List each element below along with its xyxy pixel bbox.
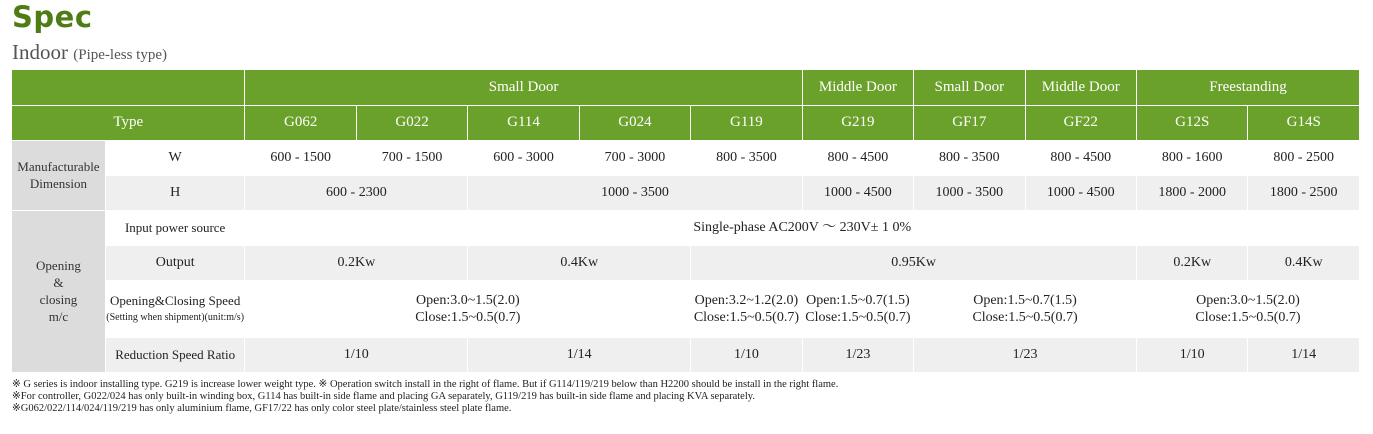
ratio-label: Reduction Speed Ratio (105, 337, 245, 372)
w-value: 800 - 3500 (691, 140, 802, 175)
speed-value (691, 280, 802, 337)
input-power-label: Input power source (105, 210, 245, 245)
h-value: 1000 - 3500 (468, 175, 802, 210)
spec-table (12, 70, 1360, 373)
dimension-label-line2: Dimension (29, 176, 87, 191)
page-title: Spec (12, 0, 93, 34)
dimension-label-line1: Manufacturable (17, 159, 100, 174)
page-subtitle (12, 40, 167, 67)
table-row-h (12, 175, 1360, 210)
header-group-row (12, 70, 1360, 105)
ratio-value: 1/10 (691, 337, 802, 372)
model-g062: G062 (245, 105, 356, 140)
speed-close: Close:1.5~0.5(0.7) (1195, 309, 1301, 325)
speed-close: Close:1.5~0.5(0.7) (972, 309, 1078, 325)
w-value: 800 - 2500 (1248, 140, 1360, 175)
output-label: Output (105, 245, 245, 280)
speed-open: Open:3.2~1.2(2.0) (694, 292, 799, 308)
opening-label-line4: m/c (48, 309, 69, 324)
speed-close: Close:1.5~0.5(0.7) (415, 309, 521, 325)
subtitle-main: Indoor (12, 40, 68, 64)
w-value: 800 - 3500 (914, 140, 1025, 175)
speed-value (802, 280, 913, 337)
table-row-input-power (12, 210, 1360, 245)
model-g024: G024 (579, 105, 690, 140)
w-value: 600 - 1500 (245, 140, 356, 175)
w-value: 800 - 4500 (802, 140, 913, 175)
h-value: 1000 - 4500 (1025, 175, 1136, 210)
opening-label-line3: closing (39, 292, 78, 307)
ratio-value: 1/14 (1248, 337, 1360, 372)
header-group-small-door-1: Small Door (245, 70, 802, 105)
w-value: 700 - 1500 (356, 140, 467, 175)
model-g12s: G12S (1136, 105, 1247, 140)
model-gf17: GF17 (914, 105, 1025, 140)
speed-label (105, 280, 245, 337)
model-g219: G219 (802, 105, 913, 140)
speed-value (1136, 280, 1359, 337)
speed-label-sub: (Setting when shipment)(unit:m/s) (106, 311, 245, 323)
h-value: 1000 - 4500 (802, 175, 913, 210)
note-line: ※G062/022/114/024/119/219 has only aluminium flame, GF17/22 has only color steel plate/stainless steel plate flame. (12, 403, 512, 414)
header-group-middle-door-1: Middle Door (802, 70, 913, 105)
model-g022: G022 (356, 105, 467, 140)
footer-notes (12, 379, 1362, 415)
header-group-middle-door-2: Middle Door (1025, 70, 1136, 105)
speed-open: Open:1.5~0.7(1.5) (973, 292, 1077, 308)
header-group-freestanding: Freestanding (1136, 70, 1359, 105)
speed-value (245, 280, 691, 337)
w-label: W (105, 140, 245, 175)
speed-open: Open:3.0~1.5(2.0) (1196, 292, 1300, 308)
output-value: 0.4Kw (1248, 245, 1360, 280)
ratio-value: 1/23 (802, 337, 913, 372)
table-row-w (12, 140, 1360, 175)
h-value: 600 - 2300 (245, 175, 468, 210)
output-value: 0.2Kw (1136, 245, 1247, 280)
model-g14s: G14S (1248, 105, 1360, 140)
opening-label-line2: & (53, 275, 64, 290)
opening-label-line1: Opening (36, 258, 81, 273)
w-value: 700 - 3000 (579, 140, 690, 175)
speed-open: Open:1.5~0.7(1.5) (806, 292, 910, 308)
h-value: 1000 - 3500 (914, 175, 1025, 210)
table-row-speed (12, 280, 1360, 337)
speed-open: Open:3.0~1.5(2.0) (416, 292, 520, 308)
speed-label-main: Opening&Closing Speed (109, 292, 241, 308)
type-label: Type (12, 105, 245, 140)
dimension-label (12, 140, 105, 210)
h-value: 1800 - 2500 (1248, 175, 1360, 210)
input-power-value: Single-phase AC200V ～ 230V± 1 0% (245, 210, 1360, 245)
ratio-value: 1/10 (1136, 337, 1247, 372)
ratio-value: 1/10 (245, 337, 468, 372)
ratio-value: 1/23 (914, 337, 1137, 372)
model-g119: G119 (691, 105, 802, 140)
speed-close: Close:1.5~0.5(0.7) (693, 309, 800, 325)
note-line: ※ G series is indoor installing type. G219 is increase lower weight type. ※ Operation switch install in the right of flame. But if G114/119/219 below than H2200 should be install in the right flame. (12, 379, 839, 390)
table-row-output (12, 245, 1360, 280)
opening-label (12, 210, 105, 372)
speed-close: Close:1.5~0.5(0.7) (805, 309, 911, 325)
w-value: 800 - 4500 (1025, 140, 1136, 175)
speed-value (914, 280, 1137, 337)
table-row-ratio (12, 337, 1360, 372)
output-value: 0.2Kw (245, 245, 468, 280)
header-model-row (12, 105, 1360, 140)
w-value: 600 - 3000 (468, 140, 579, 175)
w-value: 800 - 1600 (1136, 140, 1247, 175)
header-group-small-door-2: Small Door (914, 70, 1025, 105)
note-line: ※For controller, G022/024 has only built-in winding box, G114 has built-in side flame and placing GA separately, G119/219 has built-in side flame and placing KVA separately. (12, 391, 755, 402)
h-value: 1800 - 2000 (1136, 175, 1247, 210)
model-gf22: GF22 (1025, 105, 1136, 140)
output-value: 0.95Kw (691, 245, 1137, 280)
h-label: H (105, 175, 245, 210)
subtitle-paren: (Pipe-less type) (73, 47, 167, 63)
model-g114: G114 (468, 105, 579, 140)
ratio-value: 1/14 (468, 337, 691, 372)
header-corner (12, 70, 245, 105)
output-value: 0.4Kw (468, 245, 691, 280)
